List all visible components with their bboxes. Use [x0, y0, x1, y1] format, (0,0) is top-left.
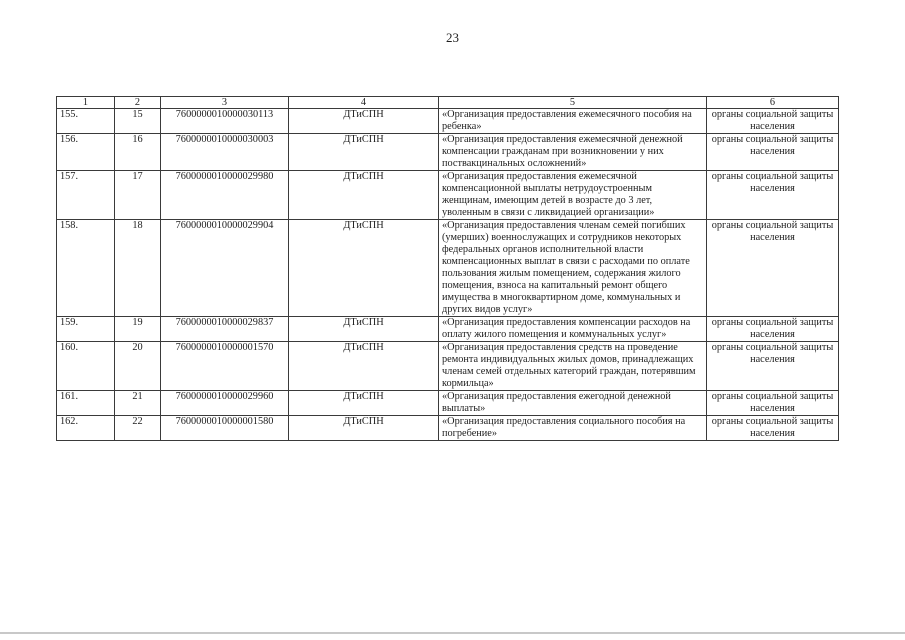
table-row — [57, 220, 839, 317]
row-number: 157. — [57, 171, 115, 220]
row-number: 161. — [57, 391, 115, 416]
service-name: «Организация предоставления ежемесячного пособия на ребенка» — [439, 109, 707, 134]
table-row — [57, 391, 839, 416]
service-code: 7600000010000001570 — [161, 342, 289, 391]
department: ДТиСПН — [289, 391, 439, 416]
scan-edge-line — [0, 632, 905, 634]
service-code: 7600000010000030113 — [161, 109, 289, 134]
row-number: 156. — [57, 134, 115, 171]
executing-body: органы социальной защиты населения — [707, 317, 839, 342]
sub-number: 17 — [115, 171, 161, 220]
service-name: «Организация предоставления средств на проведение ремонта индивидуальных жилых домов, принадлежащих членам семей отдельных категорий граждан, потерявшим кормильца» — [439, 342, 707, 391]
department: ДТиСПН — [289, 317, 439, 342]
services-table — [56, 96, 839, 441]
department: ДТиСПН — [289, 171, 439, 220]
sub-number: 16 — [115, 134, 161, 171]
row-number: 158. — [57, 220, 115, 317]
executing-body: органы социальной защиты населения — [707, 342, 839, 391]
service-code: 7600000010000029904 — [161, 220, 289, 317]
sub-number: 19 — [115, 317, 161, 342]
executing-body: органы социальной защиты населения — [707, 416, 839, 441]
service-code: 7600000010000029980 — [161, 171, 289, 220]
service-name: «Организация предоставления ежемесячной денежной компенсации гражданам при возникновении у них поствакцинальных осложнений» — [439, 134, 707, 171]
row-number: 159. — [57, 317, 115, 342]
service-code: 7600000010000029837 — [161, 317, 289, 342]
department: ДТиСПН — [289, 342, 439, 391]
table-row — [57, 134, 839, 171]
service-code: 7600000010000029960 — [161, 391, 289, 416]
executing-body: органы социальной защиты населения — [707, 391, 839, 416]
row-number: 162. — [57, 416, 115, 441]
header-col-6: 6 — [707, 97, 839, 109]
department: ДТиСПН — [289, 134, 439, 171]
sub-number: 18 — [115, 220, 161, 317]
department: ДТиСПН — [289, 416, 439, 441]
header-col-5: 5 — [439, 97, 707, 109]
header-row — [57, 97, 839, 109]
table-row — [57, 171, 839, 220]
executing-body: органы социальной защиты населения — [707, 109, 839, 134]
service-code: 7600000010000001580 — [161, 416, 289, 441]
department: ДТиСПН — [289, 220, 439, 317]
service-name: «Организация предоставления членам семей погибших (умерших) военнослужащих и сотрудников некоторых федеральных органов исполнительной власти компенсационных выплат в связи с расходами по оплате пользования жилым помещением, содержания жилого помещения, взноса на капитальный ремонт общего имущества в многоквартирном доме, коммунальных и других видов услуг» — [439, 220, 707, 317]
service-name: «Организация предоставления ежемесячной компенсационной выплаты нетрудоустроенным женщинам, имеющим детей в возрасте до 3 лет, уволенным в связи с ликвидацией организации» — [439, 171, 707, 220]
executing-body: органы социальной защиты населения — [707, 171, 839, 220]
sub-number: 15 — [115, 109, 161, 134]
service-name: «Организация предоставления ежегодной денежной выплаты» — [439, 391, 707, 416]
row-number: 160. — [57, 342, 115, 391]
header-col-2: 2 — [115, 97, 161, 109]
table-row — [57, 109, 839, 134]
page-number: 23 — [446, 30, 459, 45]
service-name: «Организация предоставления социального пособия на погребение» — [439, 416, 707, 441]
department: ДТиСПН — [289, 109, 439, 134]
header-col-1: 1 — [57, 97, 115, 109]
table-row — [57, 342, 839, 391]
row-number: 155. — [57, 109, 115, 134]
executing-body: органы социальной защиты населения — [707, 134, 839, 171]
table-row — [57, 416, 839, 441]
header-col-4: 4 — [289, 97, 439, 109]
header-col-3: 3 — [161, 97, 289, 109]
sub-number: 22 — [115, 416, 161, 441]
sub-number: 21 — [115, 391, 161, 416]
service-name: «Организация предоставления компенсации расходов на оплату жилого помещения и коммунальных услуг» — [439, 317, 707, 342]
service-code: 7600000010000030003 — [161, 134, 289, 171]
sub-number: 20 — [115, 342, 161, 391]
table-row — [57, 317, 839, 342]
executing-body: органы социальной защиты населения — [707, 220, 839, 317]
